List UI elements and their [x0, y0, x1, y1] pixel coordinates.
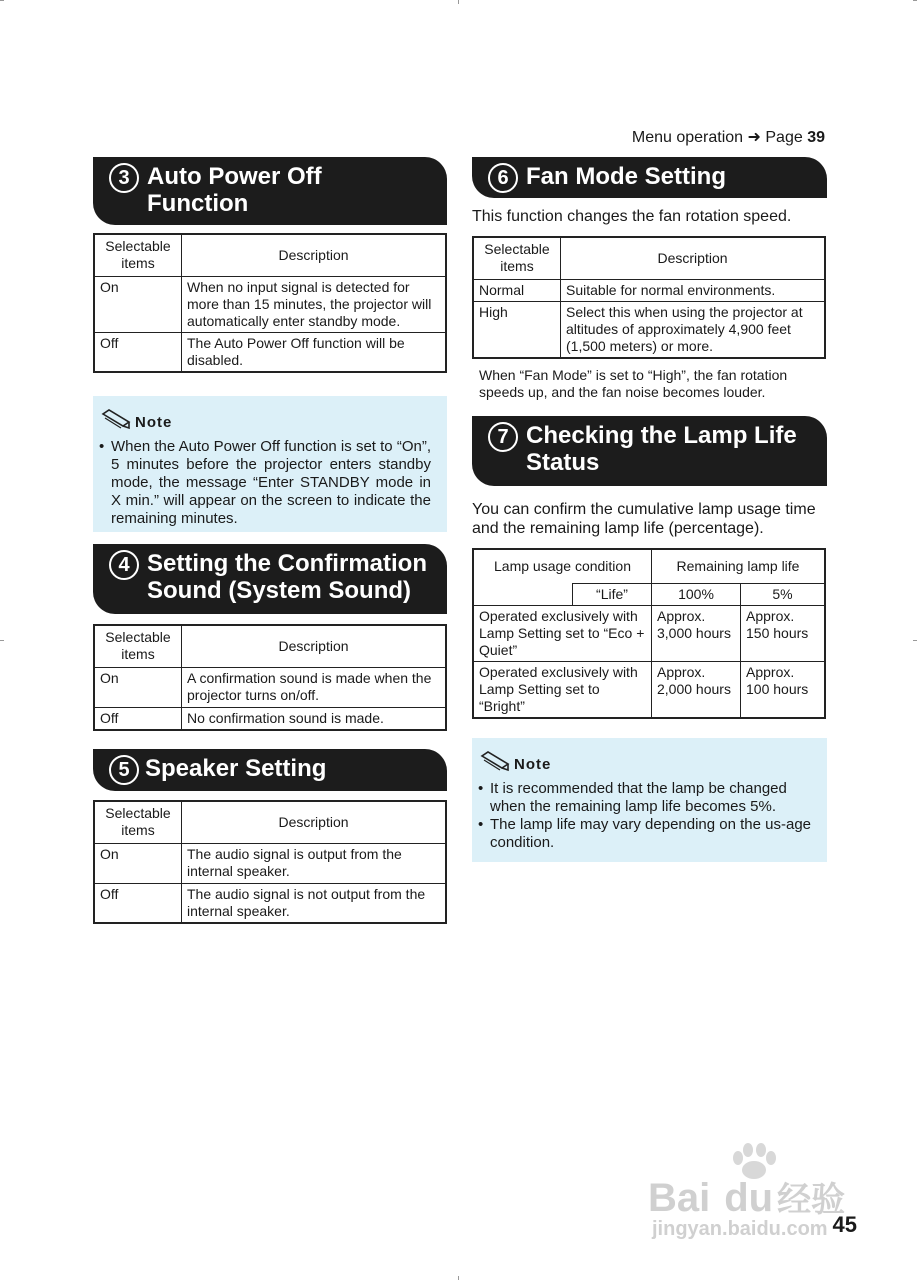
- column-header: 5%: [741, 583, 826, 605]
- note-list: [99, 438, 431, 528]
- list-item: • It is recommended that the lamp be changed when the remaining lamp life becomes 5%.: [478, 780, 814, 816]
- table-row: On When no input signal is detected for more than 15 minutes, the projector will automatically enter standby mode.: [94, 276, 446, 332]
- column-header: Selectable items: [94, 234, 182, 276]
- pencil-note-icon: [101, 408, 135, 430]
- page-reference: [632, 127, 825, 147]
- column-header: Description: [561, 237, 826, 279]
- note-box-edge: [472, 732, 827, 740]
- section-title: Speaker Setting: [145, 755, 327, 782]
- section-title: Auto Power Off Function: [147, 163, 322, 217]
- page-number: 45: [832, 1212, 857, 1237]
- crop-mark: [913, 0, 917, 1]
- crop-mark: [0, 0, 4, 1]
- crop-mark: [913, 640, 917, 641]
- lamp-life-intro: You can confirm the cumulative lamp usage time and the remaining lamp life (percentage).: [472, 501, 816, 537]
- section-number: 4: [109, 550, 139, 580]
- column-header: 100%: [652, 583, 741, 605]
- table-row: On A confirmation sound is made when the projector turns on/off.: [94, 667, 446, 707]
- column-header: Description: [182, 625, 447, 667]
- note-title: Note: [514, 756, 552, 773]
- note-title: Note: [135, 414, 173, 431]
- column-header: Selectable items: [94, 625, 182, 667]
- fan-mode-intro: This function changes the fan rotation speed.: [472, 208, 792, 225]
- column-header: Description: [182, 801, 447, 843]
- list-item: • When the Auto Power Off function is set to “On”, 5 minutes before the projector enters standby mode, the message “Enter STANDBY mode in X min.” will appear on the screen to indicate the remaining minutes.: [99, 438, 431, 528]
- crop-mark: [458, 0, 459, 4]
- table-row: Off No confirmation sound is made.: [94, 707, 446, 730]
- page-reference-text: Menu operation ➜ Page: [631, 129, 803, 146]
- note-box-edge: [93, 390, 447, 398]
- section-title: Setting the Confirmation Sound (System Sound): [147, 550, 427, 604]
- lamp-life-table: [472, 548, 826, 719]
- table-row: High Select this when using the projector at altitudes of approximately 4,900 feet (1,500 meters) or more.: [473, 301, 825, 358]
- column-header: Lamp usage condition: [473, 549, 652, 583]
- confirmation-sound-table: [93, 624, 447, 731]
- pencil-note-icon: [480, 750, 514, 772]
- page-reference-number: 39: [807, 129, 825, 146]
- note-box-lamp-life: [472, 738, 827, 862]
- note-list: [478, 780, 814, 852]
- section-heading-speaker: [93, 749, 447, 791]
- table-row: On The audio signal is output from the internal speaker.: [94, 843, 446, 883]
- column-header: Selectable items: [473, 237, 561, 279]
- section-title: Fan Mode Setting: [526, 163, 726, 190]
- column-header: Remaining lamp life: [652, 549, 826, 583]
- section-heading-fan-mode: [472, 157, 827, 198]
- section-number: 3: [109, 163, 139, 193]
- table-row: Operated exclusively with Lamp Setting set to “Eco + Quiet” Approx. 3,000 hours Approx. 150 hours: [473, 605, 825, 661]
- section-heading-confirmation-sound: [93, 544, 447, 614]
- table-row: Operated exclusively with Lamp Setting set to “Bright” Approx. 2,000 hours Approx. 100 hours: [473, 661, 825, 718]
- column-header: Description: [182, 234, 447, 276]
- list-item: • The lamp life may vary depending on the us-age condition.: [478, 816, 814, 852]
- section-number: 5: [109, 755, 139, 785]
- table-cell: [473, 583, 573, 605]
- watermark-brand: Bai du 经验: [648, 1176, 846, 1220]
- section-number: 7: [488, 422, 518, 452]
- fan-mode-table: [472, 236, 826, 359]
- section-title: Checking the Lamp Life Status: [526, 422, 797, 476]
- crop-mark: [0, 640, 4, 641]
- watermark-url: jingyan.baidu.com: [652, 1218, 828, 1240]
- table-row: Off The Auto Power Off function will be disabled.: [94, 332, 446, 372]
- note-box-auto-power-off: [93, 396, 447, 532]
- section-heading-lamp-life: [472, 416, 827, 486]
- column-header: “Life”: [573, 583, 652, 605]
- column-header: Selectable items: [94, 801, 182, 843]
- speaker-table: [93, 800, 447, 924]
- crop-mark: [458, 1276, 459, 1280]
- section-heading-auto-power-off: [93, 157, 447, 225]
- table-row: Off The audio signal is not output from the internal speaker.: [94, 883, 446, 923]
- auto-power-off-table: [93, 233, 447, 373]
- section-number: 6: [488, 163, 518, 193]
- table-row: Normal Suitable for normal environments.: [473, 279, 825, 301]
- fan-mode-footnote: When “Fan Mode” is set to “High”, the fan rotation speeds up, and the fan noise becomes louder.: [479, 367, 788, 400]
